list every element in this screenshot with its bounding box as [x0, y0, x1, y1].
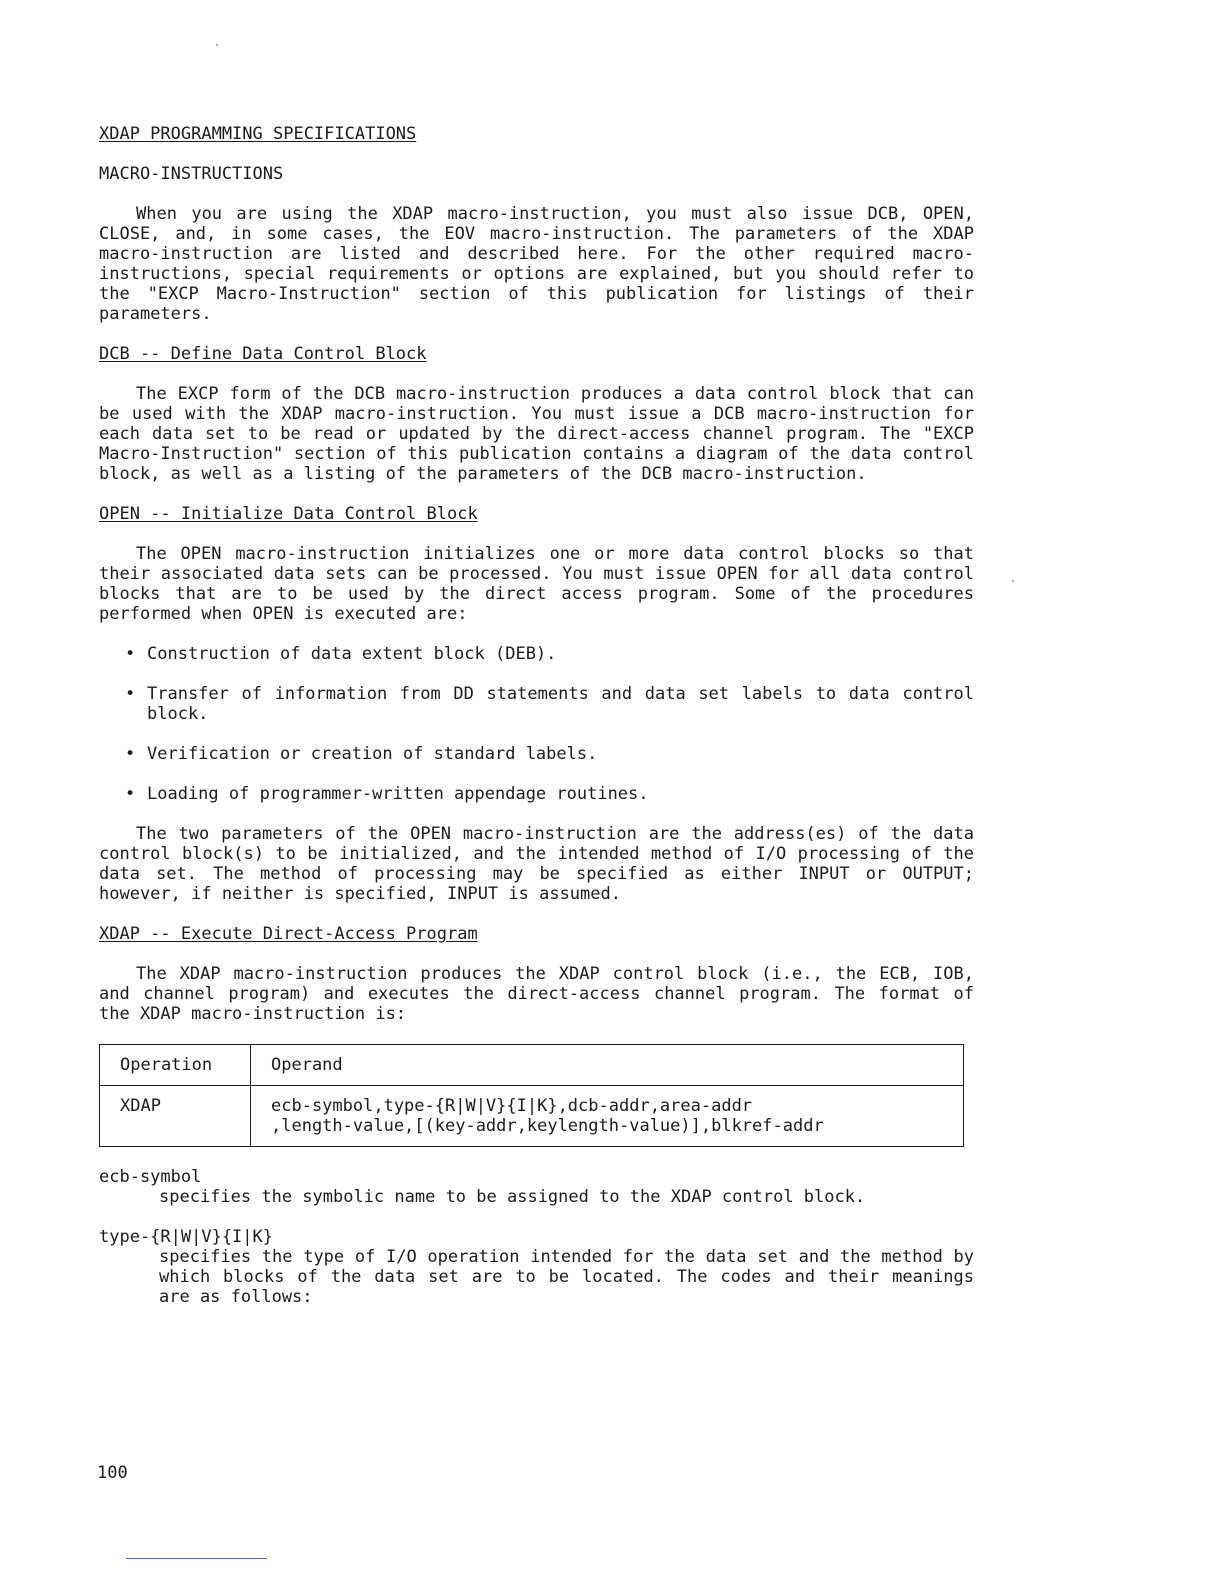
open-procedure-list — [99, 644, 974, 804]
operand-cell — [251, 1086, 964, 1147]
scan-speck — [1012, 580, 1014, 582]
operation-column-header: Operation — [100, 1045, 251, 1086]
xdap-heading: XDAP -- Execute Direct-Access Program — [99, 924, 478, 944]
operation-cell: XDAP — [100, 1086, 251, 1147]
xdap-paragraph: The XDAP macro-instruction produces the XDAP control block (i.e., the ECB, IOB, and channel program) and executes the direct-access channel program. The format of the XDAP macro-instruction is: — [99, 964, 974, 1024]
document-body — [99, 124, 974, 1307]
footer-rule — [126, 1558, 267, 1559]
intro-paragraph: When you are using the XDAP macro-instruction, you must also issue DCB, OPEN, CLOSE, and, in some cases, the EOV macro-instruction. The parameters of the XDAP macro-instruction are listed and described here. For the other required macro-instructions, special requirements or options are explained, but you should refer to the "EXCP Macro-Instruction" section of this publication for listings of their parameters. — [99, 204, 974, 324]
xdap-format-table — [99, 1044, 964, 1147]
parameter-name: type-{R|W|V}{I|K} — [99, 1227, 273, 1247]
dcb-heading: DCB -- Define Data Control Block — [99, 344, 427, 364]
parameter-name: ecb-symbol — [99, 1167, 202, 1187]
table-row — [100, 1086, 964, 1147]
open-heading: OPEN -- Initialize Data Control Block — [99, 504, 478, 524]
operand-line: ecb-symbol,type-{R|W|V}{I|K},dcb-addr,area-addr — [271, 1096, 753, 1116]
section-title: MACRO-INSTRUCTIONS — [99, 164, 284, 184]
scan-speck — [216, 44, 218, 46]
parameter-description: specifies the symbolic name to be assigned to the XDAP control block. — [159, 1187, 866, 1207]
operand-column-header: Operand — [251, 1045, 964, 1086]
table-header-row — [100, 1045, 964, 1086]
list-item: • Construction of data extent block (DEB). — [99, 644, 974, 664]
page-title: XDAP PROGRAMMING SPECIFICATIONS — [99, 124, 417, 144]
open-paragraph: The OPEN macro-instruction initializes one or more data control blocks so that their associated data sets can be processed. You must issue OPEN for all data control blocks that are to be used by the direct access program. Some of the procedures performed when OPEN is executed are: — [99, 544, 974, 624]
list-item: • Loading of programmer-written appendage routines. — [99, 784, 974, 804]
open-parameters-paragraph: The two parameters of the OPEN macro-instruction are the address(es) of the data control block(s) to be initialized, and the intended method of I/O processing of the data set. The method of processing may be specified as either INPUT or OUTPUT; however, if neither is specified, INPUT is assumed. — [99, 824, 974, 904]
dcb-paragraph: The EXCP form of the DCB macro-instruction produces a data control block that can be used with the XDAP macro-instruction. You must issue a DCB macro-instruction for each data set to be read or updated by the direct-access channel program. The "EXCP Macro-Instruction" section of this publication contains a diagram of the data control block, as well as a listing of the parameters of the DCB macro-instruction. — [99, 384, 974, 484]
page-number: 100 — [97, 1463, 128, 1483]
parameter-description: specifies the type of I/O operation intended for the data set and the method by which blocks of the data set are to be located. The codes and their meanings are as follows: — [159, 1247, 974, 1307]
operand-line: ,length-value,[(key-addr,keylength-value)],blkref-addr — [271, 1116, 824, 1136]
list-item: • Verification or creation of standard labels. — [99, 744, 974, 764]
list-item: • Transfer of information from DD statements and data set labels to data control block. — [99, 684, 974, 724]
